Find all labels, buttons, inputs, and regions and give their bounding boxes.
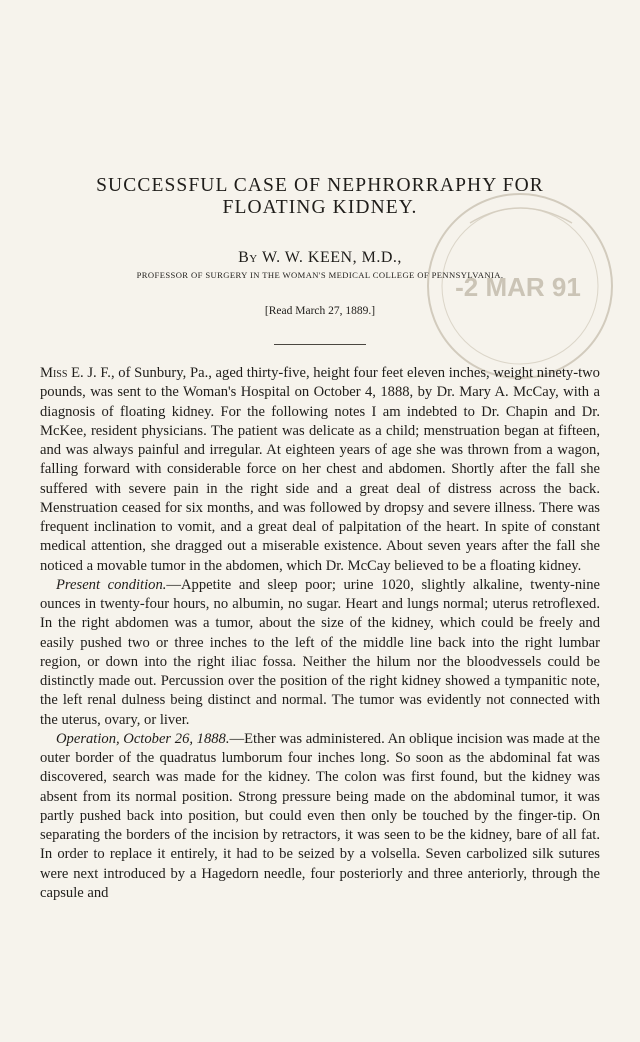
paragraph-present-condition xyxy=(40,576,600,730)
paragraph-text: —Ether was administered. An oblique incision was made at the outer border of the quadratus lumborum four inches long. So soon as the abdominal fat was discovered, search was made for the kidney. The colon was first found, but the kidney was absent from its normal position. Strong pressure being made on the abdominal tumor, it was partly pushed back into position, but could even then only be touched by the finger-tip. On separating the borders of the incision by retractors, it was seen to be the kidney, bare of all fat. In order to replace it entirely, it had to be seized by a volsella. Seven carbolized silk sutures were next introduced by a Hagedorn needle, four posteriorly and three anteriorly, through the capsule and xyxy=(40,730,600,901)
paragraph-text: —Appetite and sleep poor; urine 1020, slightly alkaline, twenty-nine ounces in twenty-four hours, no albumin, no sugar. Heart and lungs normal; uterus retroflexed. In the right abdomen was a tumor, about the size of the kidney, which could be freely and easily pushed two or three inches to the left of the middle line back into the right lumbar region, or down into the right iliac fossa. Neither the hilum nor the bloodvessels could be distinctly made out. Percussion over the position of the right kidney showed a tympanitic note, the left renal dulness being distinct and normal. The tumor was evidently not connected with the uterus, ovary, or liver. xyxy=(40,576,600,728)
title-line-2: FLOATING KIDNEY. xyxy=(222,197,418,218)
paragraph-lead: Operation, October 26, 1888. xyxy=(56,730,230,747)
article-title xyxy=(40,175,600,219)
paragraph-lead: Present condition. xyxy=(56,576,167,593)
byline xyxy=(40,249,600,267)
article-page xyxy=(40,175,600,903)
author-name: W. W. KEEN, M.D., xyxy=(261,249,402,266)
article-body xyxy=(40,364,600,903)
title-divider xyxy=(274,344,366,345)
paragraph-history xyxy=(40,364,600,576)
paragraph-operation xyxy=(40,730,600,903)
read-date-note: [Read March 27, 1889.] xyxy=(264,305,376,317)
stamp-date-text: -2 MAR 91 xyxy=(455,272,581,302)
paragraph-lead: Miss E. J. F., xyxy=(40,365,115,381)
paragraph-text: of Sunbury, Pa., aged thirty-five, height four feet eleven inches, weight ninety-two pounds, was sent to the Woman's Hospital on October 4, 1888, by Dr. Mary A. McCay, with a diagnosis of floating kidney. For the following notes I am indebted to Dr. Chapin and Dr. McKee, resident physicians. The patient was delicate as a child; menstruation began at fifteen, and was always painful and irregular. At eighteen years of age she was thrown from a wagon, falling forward with considerable force on her chest and abdomen. Shortly after the fall she suffered with severe pain in the right side and a great deal of distress across the back. Menstruation ceased for six months, and was followed by dropsy and severe illness. There was frequent inclination to vomit, and a great deal of palpitation of the heart. In spite of constant medical attention, she dragged out a miserable existence. About seven years after the fall she noticed a movable tumor in the abdomen, which Dr. McCay believed to be a floating kidney. xyxy=(40,365,600,574)
title-line-1: SUCCESSFUL CASE OF NEPHRORRAPHY FOR xyxy=(96,175,544,196)
byline-by: By xyxy=(238,249,258,266)
author-affiliation: PROFESSOR OF SURGERY IN THE WOMAN'S MEDICAL COLLEGE OF PENNSYLVANIA. xyxy=(136,270,504,280)
